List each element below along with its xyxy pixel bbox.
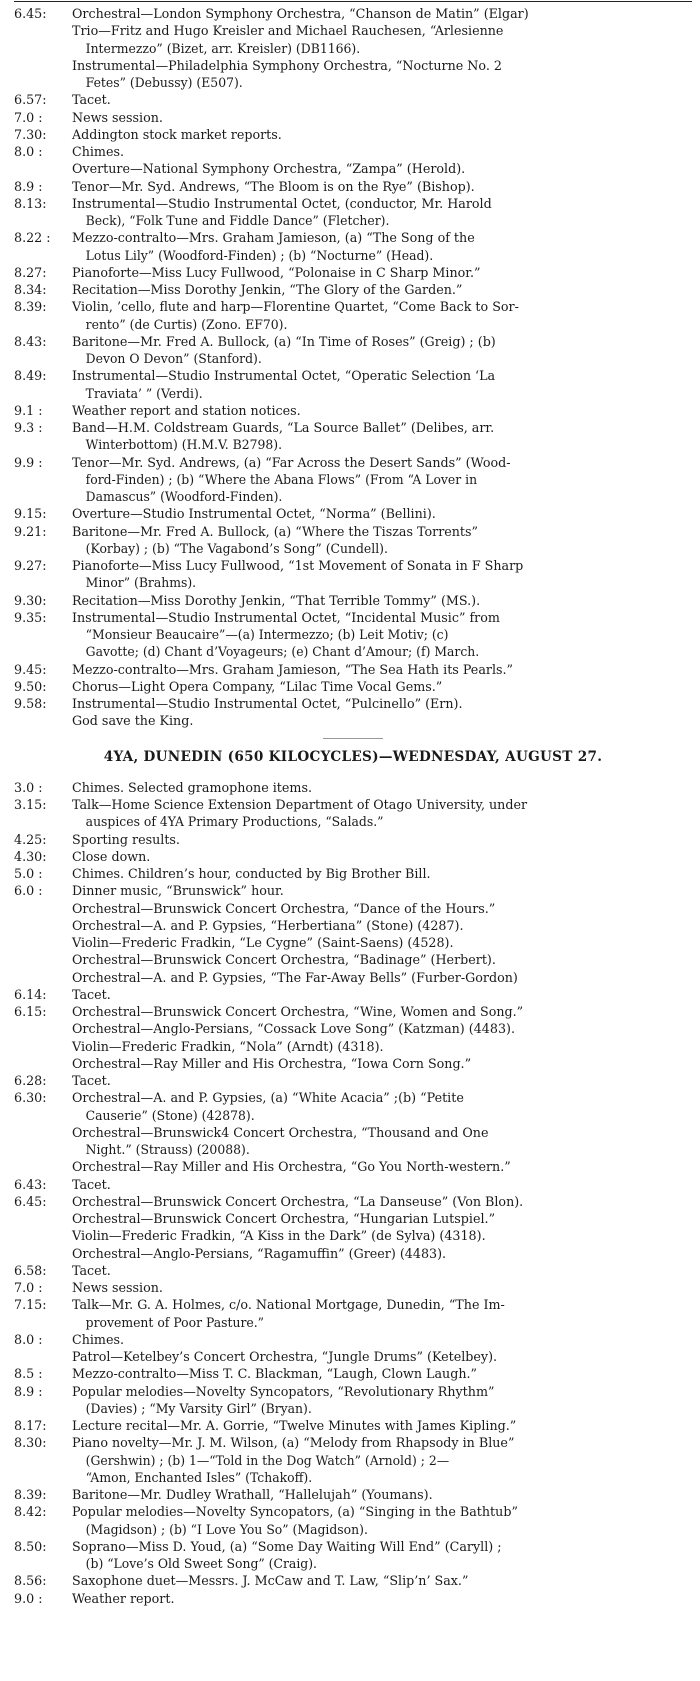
entry-text xyxy=(72,454,692,506)
programme-entry xyxy=(14,557,692,592)
entry-text xyxy=(72,695,692,712)
entry-line: Mezzo-contralto—Mrs. Graham Jamieson, “The Sea Hath its Pearls.” xyxy=(72,661,514,677)
entry-time xyxy=(14,1227,72,1244)
entry-text xyxy=(72,1365,692,1382)
programme-entry xyxy=(14,951,692,968)
entry-line: Gavotte; (d) Chant d’Voyageurs; (e) Chant d’Amour; (f) March. xyxy=(85,644,480,660)
entry-text xyxy=(72,298,692,333)
entry-text xyxy=(72,779,692,796)
entry-line: Chimes. xyxy=(72,1331,125,1347)
programme-entry xyxy=(14,1038,692,1055)
entry-line: Damascus” (Woodford-Finden). xyxy=(85,489,283,504)
entry-text xyxy=(72,986,692,1003)
programme-entry xyxy=(14,419,692,454)
entry-text xyxy=(72,1348,692,1365)
entry-line: Orchestral—Brunswick Concert Orchestra, “Hungarian Lutspiel.” xyxy=(72,1211,496,1226)
entry-line: “Amon, Enchanted Isles” (Tchakoff). xyxy=(85,1469,313,1485)
entry-time: 6.30: xyxy=(14,1090,47,1106)
entry-text xyxy=(72,1072,692,1089)
programme-entry xyxy=(14,831,692,848)
section-divider xyxy=(323,738,383,739)
entry-time xyxy=(14,900,72,917)
entry-text xyxy=(72,1055,692,1072)
entry-text xyxy=(72,661,692,678)
entry-line: Orchestral—A. and P. Gypsies, “The Far-Away Bells” (Furber-Gordon) xyxy=(72,969,518,985)
entry-text xyxy=(72,1262,692,1279)
entry-line: (b) “Love’s Old Sweet Song” (Craig). xyxy=(85,1556,317,1571)
entry-line: Instrumental—Studio Instrumental Octet, (conductor, Mr. Harold xyxy=(72,195,492,211)
programme-entry xyxy=(14,712,692,729)
entry-line: ford-Finden) ; (b) “Where the Abana Flows” (From “A Lover in xyxy=(85,471,478,487)
entry-text xyxy=(72,1210,692,1227)
entry-text xyxy=(72,22,692,57)
entry-text xyxy=(72,848,692,865)
entry-time: 8.27: xyxy=(14,264,47,280)
entry-text xyxy=(72,143,692,160)
entry-line: Instrumental—Philadelphia Symphony Orchestra, “Nocturne No. 2 xyxy=(72,57,502,73)
entry-line: News session. xyxy=(72,109,163,125)
entry-time: 9.3 : xyxy=(14,420,43,435)
entry-time: 6.45: xyxy=(14,6,47,21)
entry-line: Soprano—Miss D. Youd, (a) “Some Day Waiting Will End” (Caryll) ; xyxy=(72,1538,502,1554)
entry-text xyxy=(72,1572,692,1589)
entry-time xyxy=(14,934,72,951)
entry-time xyxy=(14,917,72,934)
entry-line: Close down. xyxy=(72,848,151,864)
entry-line: Band—H.M. Coldstream Guards, “La Source Ballet” (Delibes, arr. xyxy=(72,420,495,435)
entry-text xyxy=(72,1503,692,1538)
entry-text xyxy=(72,402,692,419)
programme-entry xyxy=(14,195,692,230)
entry-time: 7.0 : xyxy=(14,109,43,125)
entry-text xyxy=(72,951,692,968)
programme-section-1 xyxy=(14,5,692,730)
entry-line: Dinner music, “Brunswick” hour. xyxy=(72,883,284,899)
programme-entry xyxy=(14,609,692,661)
programme-entry xyxy=(14,126,692,143)
programme-entry xyxy=(14,969,692,986)
entry-line: Orchestral—A. and P. Gypsies, “Herbertiana” (Stone) (4287). xyxy=(72,917,464,933)
programme-entry xyxy=(14,779,692,796)
entry-text xyxy=(72,592,692,609)
entry-line: Addington stock market reports. xyxy=(72,126,282,142)
entry-line: Orchestral—A. and P. Gypsies, (a) “White Acacia” ;(b) “Petite xyxy=(72,1090,464,1106)
entry-time: 8.34: xyxy=(14,282,47,297)
entry-line: Sporting results. xyxy=(72,831,180,847)
entry-text xyxy=(72,5,692,22)
entry-line: Patrol—Ketelbey’s Concert Orchestra, “Jungle Drums” (Ketelbey). xyxy=(72,1349,498,1364)
entry-time xyxy=(14,1038,72,1055)
entry-text xyxy=(72,969,692,986)
programme-entry xyxy=(14,678,692,695)
entry-time: 3.15: xyxy=(14,797,47,812)
programme-entry xyxy=(14,1262,692,1279)
entry-time: 8.17: xyxy=(14,1418,47,1433)
programme-entry xyxy=(14,1210,692,1227)
programme-entry xyxy=(14,1296,692,1331)
programme-entry xyxy=(14,160,692,177)
entry-text xyxy=(72,178,692,195)
entry-text xyxy=(72,1590,692,1607)
entry-text xyxy=(72,865,692,882)
entry-time: 8.30: xyxy=(14,1435,47,1451)
entry-line: Traviata’ ” (Verdi). xyxy=(85,385,203,401)
entry-time: 9.35: xyxy=(14,609,47,625)
entry-text xyxy=(72,1486,692,1503)
programme-entry xyxy=(14,865,692,882)
entry-text xyxy=(72,229,692,264)
entry-text xyxy=(72,523,692,558)
entry-line: Violin—Frederic Fradkin, “Le Cygne” (Saint-Saens) (4528). xyxy=(72,935,454,950)
programme-entry xyxy=(14,367,692,402)
entry-line: Violin—Frederic Fradkin, “Nola” (Arndt) (4318). xyxy=(72,1038,384,1054)
programme-entry xyxy=(14,109,692,126)
entry-time: 8.39: xyxy=(14,299,47,315)
entry-time: 9.27: xyxy=(14,558,47,573)
entry-time: 3.0 : xyxy=(14,779,43,795)
programme-entry xyxy=(14,1072,692,1089)
entry-line: Overture—Studio Instrumental Octet, “Norma” (Bellini). xyxy=(72,506,436,522)
entry-line: (Magidson) ; (b) “I Love You So” (Magidson). xyxy=(85,1521,368,1537)
entry-line: Instrumental—Studio Instrumental Octet, “Operatic Selection ‘La xyxy=(72,368,496,384)
programme-entry xyxy=(14,1348,692,1365)
programme-entry xyxy=(14,796,692,831)
entry-time xyxy=(14,951,72,968)
entry-line: Recitation—Miss Dorothy Jenkin, “That Terrible Tommy” (MS.). xyxy=(72,592,481,608)
entry-time: 8.43: xyxy=(14,333,47,349)
entry-time: 9.58: xyxy=(14,696,47,711)
entry-line: Tacet. xyxy=(72,92,111,108)
entry-time xyxy=(14,1124,72,1159)
entry-line: Orchestral—Ray Miller and His Orchestra, “Go You North-western.” xyxy=(72,1159,511,1175)
programme-entry xyxy=(14,917,692,934)
programme-entry xyxy=(14,661,692,678)
entry-time: 7.0 : xyxy=(14,1280,43,1295)
entry-line: Violin—Frederic Fradkin, “A Kiss in the Dark” (de Sylva) (4318). xyxy=(72,1228,486,1244)
entry-time: 8.50: xyxy=(14,1538,47,1554)
entry-line: Weather report. xyxy=(72,1590,175,1606)
entry-line: Pianoforte—Miss Lucy Fullwood, “1st Movement of Sonata in F Sharp xyxy=(72,558,524,573)
entry-time: 9.50: xyxy=(14,678,47,694)
entry-time: 5.0 : xyxy=(14,866,43,881)
entry-text xyxy=(72,281,692,298)
programme-entry xyxy=(14,848,692,865)
entry-text xyxy=(72,1038,692,1055)
entry-time: 9.21: xyxy=(14,523,47,539)
entry-line: Tacet. xyxy=(72,1176,111,1192)
entry-text xyxy=(72,1158,692,1175)
entry-text xyxy=(72,1296,692,1331)
entry-time: 4.25: xyxy=(14,831,47,847)
entry-line: Orchestral—Ray Miller and His Orchestra, “Iowa Corn Song.” xyxy=(72,1055,472,1071)
entry-line: Orchestral—Brunswick Concert Orchestra, “Badinage” (Herbert). xyxy=(72,952,496,968)
entry-time: 8.9 : xyxy=(14,1383,43,1399)
entry-time xyxy=(14,1020,72,1037)
programme-entry xyxy=(14,1383,692,1418)
programme-entry xyxy=(14,57,692,92)
entry-line: provement of Poor Pasture.” xyxy=(85,1314,264,1330)
entry-time: 6.14: xyxy=(14,986,47,1002)
entry-line: Saxophone duet—Messrs. J. McCaw and T. Law, “Slip’n’ Sax.” xyxy=(72,1573,469,1589)
top-rule xyxy=(14,1,692,2)
entry-time: 9.45: xyxy=(14,661,47,677)
entry-text xyxy=(72,333,692,368)
entry-text xyxy=(72,1279,692,1296)
entry-text xyxy=(72,91,692,108)
programme-section-2 xyxy=(14,779,692,1607)
entry-text xyxy=(72,1331,692,1348)
entry-line: Orchestral—Brunswick Concert Orchestra, “Wine, Women and Song.” xyxy=(72,1004,524,1019)
entry-line: Minor” (Brahms). xyxy=(85,575,197,591)
programme-entry xyxy=(14,1331,692,1348)
entry-line: Lotus Lily” (Woodford-Finden) ; (b) “Nocturne” (Head). xyxy=(85,247,434,263)
entry-line: Chimes. xyxy=(72,144,125,159)
entry-text xyxy=(72,367,692,402)
entry-time xyxy=(14,22,72,57)
programme-entry xyxy=(14,1003,692,1020)
entry-line: Pianoforte—Miss Lucy Fullwood, “Polonaise in C Sharp Minor.” xyxy=(72,264,481,280)
entry-text xyxy=(72,557,692,592)
entry-text xyxy=(72,712,692,729)
entry-text xyxy=(72,1176,692,1193)
programme-entry xyxy=(14,1227,692,1244)
entry-time: 8.9 : xyxy=(14,178,43,194)
entry-line: Tacet. xyxy=(72,1262,111,1278)
programme-entry xyxy=(14,1590,692,1607)
entry-text xyxy=(72,126,692,143)
entry-line: Orchestral—Anglo-Persians, “Ragamuffin” (Greer) (4483). xyxy=(72,1245,447,1261)
programme-entry xyxy=(14,178,692,195)
entry-time xyxy=(14,1348,72,1365)
entry-text xyxy=(72,264,692,281)
entry-time: 9.30: xyxy=(14,592,47,608)
entry-text xyxy=(72,419,692,454)
entry-text xyxy=(72,900,692,917)
entry-text xyxy=(72,160,692,177)
programme-entry xyxy=(14,22,692,57)
entry-time: 4.30: xyxy=(14,848,47,864)
entry-line: Tacet. xyxy=(72,1073,111,1088)
entry-line: Devon O Devon” (Stanford). xyxy=(85,351,262,366)
entry-text xyxy=(72,1089,692,1124)
entry-line: auspices of 4YA Primary Productions, “Salads.” xyxy=(85,814,384,830)
entry-time xyxy=(14,712,72,729)
entry-line: Popular melodies—Novelty Syncopators, (a) “Singing in the Bathtub” xyxy=(72,1504,518,1520)
entry-time: 8.13: xyxy=(14,195,47,211)
entry-line: (Davies) ; “My Varsity Girl” (Bryan). xyxy=(85,1400,312,1416)
entry-line: Orchestral—Brunswick Concert Orchestra, “Dance of the Hours.” xyxy=(72,900,496,916)
entry-time xyxy=(14,57,72,92)
entry-time: 8.42: xyxy=(14,1504,47,1520)
entry-time: 9.0 : xyxy=(14,1590,43,1606)
entry-line: Baritone—Mr. Dudley Wrathall, “Hallelujah” (Youmans). xyxy=(72,1487,433,1502)
programme-entry xyxy=(14,900,692,917)
entry-text xyxy=(72,195,692,230)
programme-entry xyxy=(14,505,692,522)
entry-line: Mezzo-contralto—Miss T. C. Blackman, “Laugh, Clown Laugh.” xyxy=(72,1366,478,1382)
entry-time xyxy=(14,1210,72,1227)
entry-line: Weather report and station notices. xyxy=(72,402,301,418)
entry-line: Violin, ’cello, flute and harp—Florentine Quartet, “Come Back to Sor- xyxy=(72,299,519,315)
programme-entry xyxy=(14,1245,692,1262)
entry-time: 8.5 : xyxy=(14,1366,43,1382)
programme-entry xyxy=(14,143,692,160)
entry-text xyxy=(72,109,692,126)
entry-line: Beck), “Folk Tune and Fiddle Dance” (Fletcher). xyxy=(85,213,390,228)
entry-line: Instrumental—Studio Instrumental Octet, “Pulcinello” (Ern). xyxy=(72,696,463,711)
entry-time: 8.49: xyxy=(14,368,47,384)
programme-entry xyxy=(14,1176,692,1193)
entry-line: Instrumental—Studio Instrumental Octet, “Incidental Music” from xyxy=(72,609,500,625)
programme-entry xyxy=(14,91,692,108)
entry-line: Intermezzo” (Bizet, arr. Kreisler) (DB1166). xyxy=(85,40,361,56)
programme-entry xyxy=(14,1503,692,1538)
entry-text xyxy=(72,831,692,848)
entry-line: Lecture recital—Mr. A. Gorrie, “Twelve Minutes with James Kipling.” xyxy=(72,1418,517,1433)
entry-time: 6.15: xyxy=(14,1004,47,1019)
entry-line: Tenor—Mr. Syd. Andrews, (a) “Far Across the Desert Sands” (Wood- xyxy=(72,454,511,470)
entry-text xyxy=(72,1383,692,1418)
entry-line: Winterbottom) (H.M.V. B2798). xyxy=(85,437,283,453)
programme-entry xyxy=(14,1055,692,1072)
entry-time: 8.56: xyxy=(14,1573,47,1589)
entry-time: 6.45: xyxy=(14,1193,47,1209)
programme-entry xyxy=(14,1193,692,1210)
entry-line: Tacet. xyxy=(72,986,111,1002)
entry-time xyxy=(14,1158,72,1175)
programme-entry xyxy=(14,695,692,712)
entry-time xyxy=(14,1245,72,1262)
entry-time: 9.15: xyxy=(14,506,47,522)
entry-time: 6.58: xyxy=(14,1262,47,1278)
programme-entry xyxy=(14,1365,692,1382)
entry-line: Trio—Fritz and Hugo Kreisler and Michael Rauchesen, “Arlesienne xyxy=(72,23,504,39)
entry-line: Fetes” (Debussy) (E507). xyxy=(85,75,243,90)
entry-text xyxy=(72,1245,692,1262)
entry-line: Chimes. Selected gramophone items. xyxy=(72,779,312,795)
entry-line: Baritone—Mr. Fred A. Bullock, (a) “In Time of Roses” (Greig) ; (b) xyxy=(72,333,496,349)
entry-line: Orchestral—Anglo-Persians, “Cossack Love Song” (Katzman) (4483). xyxy=(72,1021,516,1037)
entry-time: 6.0 : xyxy=(14,883,43,899)
entry-text xyxy=(72,1124,692,1159)
programme-entry xyxy=(14,1486,692,1503)
entry-time: 8.0 : xyxy=(14,144,43,159)
entry-time: 8.39: xyxy=(14,1487,47,1502)
programme-entry xyxy=(14,1279,692,1296)
entry-time: 7.15: xyxy=(14,1297,47,1313)
entry-time xyxy=(14,160,72,177)
entry-text xyxy=(72,57,692,92)
entry-line: Chimes. Children’s hour, conducted by Big Brother Bill. xyxy=(72,866,431,881)
entry-time: 6.28: xyxy=(14,1073,47,1088)
programme-entry xyxy=(14,1572,692,1589)
entry-text xyxy=(72,934,692,951)
entry-text xyxy=(72,1417,692,1434)
entry-time: 9.1 : xyxy=(14,402,43,418)
entry-text xyxy=(72,609,692,661)
programme-entry xyxy=(14,882,692,899)
entry-line: (Gershwin) ; (b) 1—“Told in the Dog Watch” (Arnold) ; 2— xyxy=(85,1452,450,1468)
entry-line: Talk—Home Science Extension Department of Otago University, under xyxy=(72,797,528,812)
entry-time xyxy=(14,969,72,986)
entry-line: Causerie” (Stone) (42878). xyxy=(85,1107,255,1123)
programme-entry xyxy=(14,1417,692,1434)
entry-line: News session. xyxy=(72,1280,163,1295)
entry-text xyxy=(72,1538,692,1573)
programme-entry xyxy=(14,986,692,1003)
programme-entry xyxy=(14,1089,692,1124)
programme-entry xyxy=(14,592,692,609)
programme-entry xyxy=(14,402,692,419)
entry-line: Recitation—Miss Dorothy Jenkin, “The Glory of the Garden.” xyxy=(72,282,463,297)
programme-entry xyxy=(14,229,692,264)
programme-entry xyxy=(14,523,692,558)
entry-time: 7.30: xyxy=(14,126,47,142)
station-heading: 4YA, DUNEDIN (650 KILOCYCLES)—WEDNESDAY, AUGUST 27. xyxy=(103,748,603,765)
entry-text xyxy=(72,1193,692,1210)
entry-line: (Korbay) ; (b) “The Vagabond’s Song” (Cundell). xyxy=(85,540,388,556)
programme-entry xyxy=(14,1434,692,1486)
programme-entry xyxy=(14,1124,692,1159)
programme-entry xyxy=(14,934,692,951)
programme-entry xyxy=(14,5,692,22)
entry-text xyxy=(72,505,692,522)
entry-line: Tenor—Mr. Syd. Andrews, “The Bloom is on the Rye” (Bishop). xyxy=(72,178,475,194)
entry-line: Popular melodies—Novelty Syncopators, “Revolutionary Rhythm” xyxy=(72,1383,495,1399)
entry-line: Talk—Mr. G. A. Holmes, c/o. National Mortgage, Dunedin, “The Im- xyxy=(72,1297,505,1313)
entry-text xyxy=(72,1434,692,1486)
entry-line: Mezzo-contralto—Mrs. Graham Jamieson, (a) “The Song of the xyxy=(72,230,475,246)
entry-text xyxy=(72,1003,692,1020)
entry-line: Piano novelty—Mr. J. M. Wilson, (a) “Melody from Rhapsody in Blue” xyxy=(72,1435,515,1451)
programme-entry xyxy=(14,454,692,506)
programme-entry xyxy=(14,1538,692,1573)
entry-line: Orchestral—London Symphony Orchestra, “Chanson de Matin” (Elgar) xyxy=(72,6,529,21)
entry-line: Orchestral—Brunswick4 Concert Orchestra, “Thousand and One xyxy=(72,1124,489,1140)
entry-line: “Monsieur Beaucaire”—(a) Intermezzo; (b) Leit Motiv; (c) xyxy=(85,627,449,642)
entry-time xyxy=(14,1055,72,1072)
entry-text xyxy=(72,917,692,934)
entry-line: Orchestral—Brunswick Concert Orchestra, “La Danseuse” (Von Blon). xyxy=(72,1193,524,1209)
entry-line: Chorus—Light Opera Company, “Lilac Time Vocal Gems.” xyxy=(72,678,443,694)
entry-time: 8.22 : xyxy=(14,230,51,246)
entry-text xyxy=(72,1020,692,1037)
programme-entry xyxy=(14,264,692,281)
entry-time: 8.0 : xyxy=(14,1331,43,1347)
programme-entry xyxy=(14,298,692,333)
entry-line: God save the King. xyxy=(72,713,194,729)
entry-line: rento” (de Curtis) (Zono. EF70). xyxy=(85,316,288,332)
programme-entry xyxy=(14,333,692,368)
entry-line: Overture—National Symphony Orchestra, “Zampa” (Herold). xyxy=(72,161,466,177)
entry-time: 9.9 : xyxy=(14,454,43,470)
programme-entry xyxy=(14,281,692,298)
programme-entry xyxy=(14,1020,692,1037)
entry-line: Night.” (Strauss) (20088). xyxy=(85,1142,250,1157)
entry-text xyxy=(72,1227,692,1244)
programme-entry xyxy=(14,1158,692,1175)
entry-text xyxy=(72,678,692,695)
entry-line: Baritone—Mr. Fred A. Bullock, (a) “Where the Tiszas Torrents” xyxy=(72,523,479,539)
entry-text xyxy=(72,882,692,899)
entry-time: 6.57: xyxy=(14,92,47,108)
entry-time: 6.43: xyxy=(14,1176,47,1192)
entry-text xyxy=(72,796,692,831)
